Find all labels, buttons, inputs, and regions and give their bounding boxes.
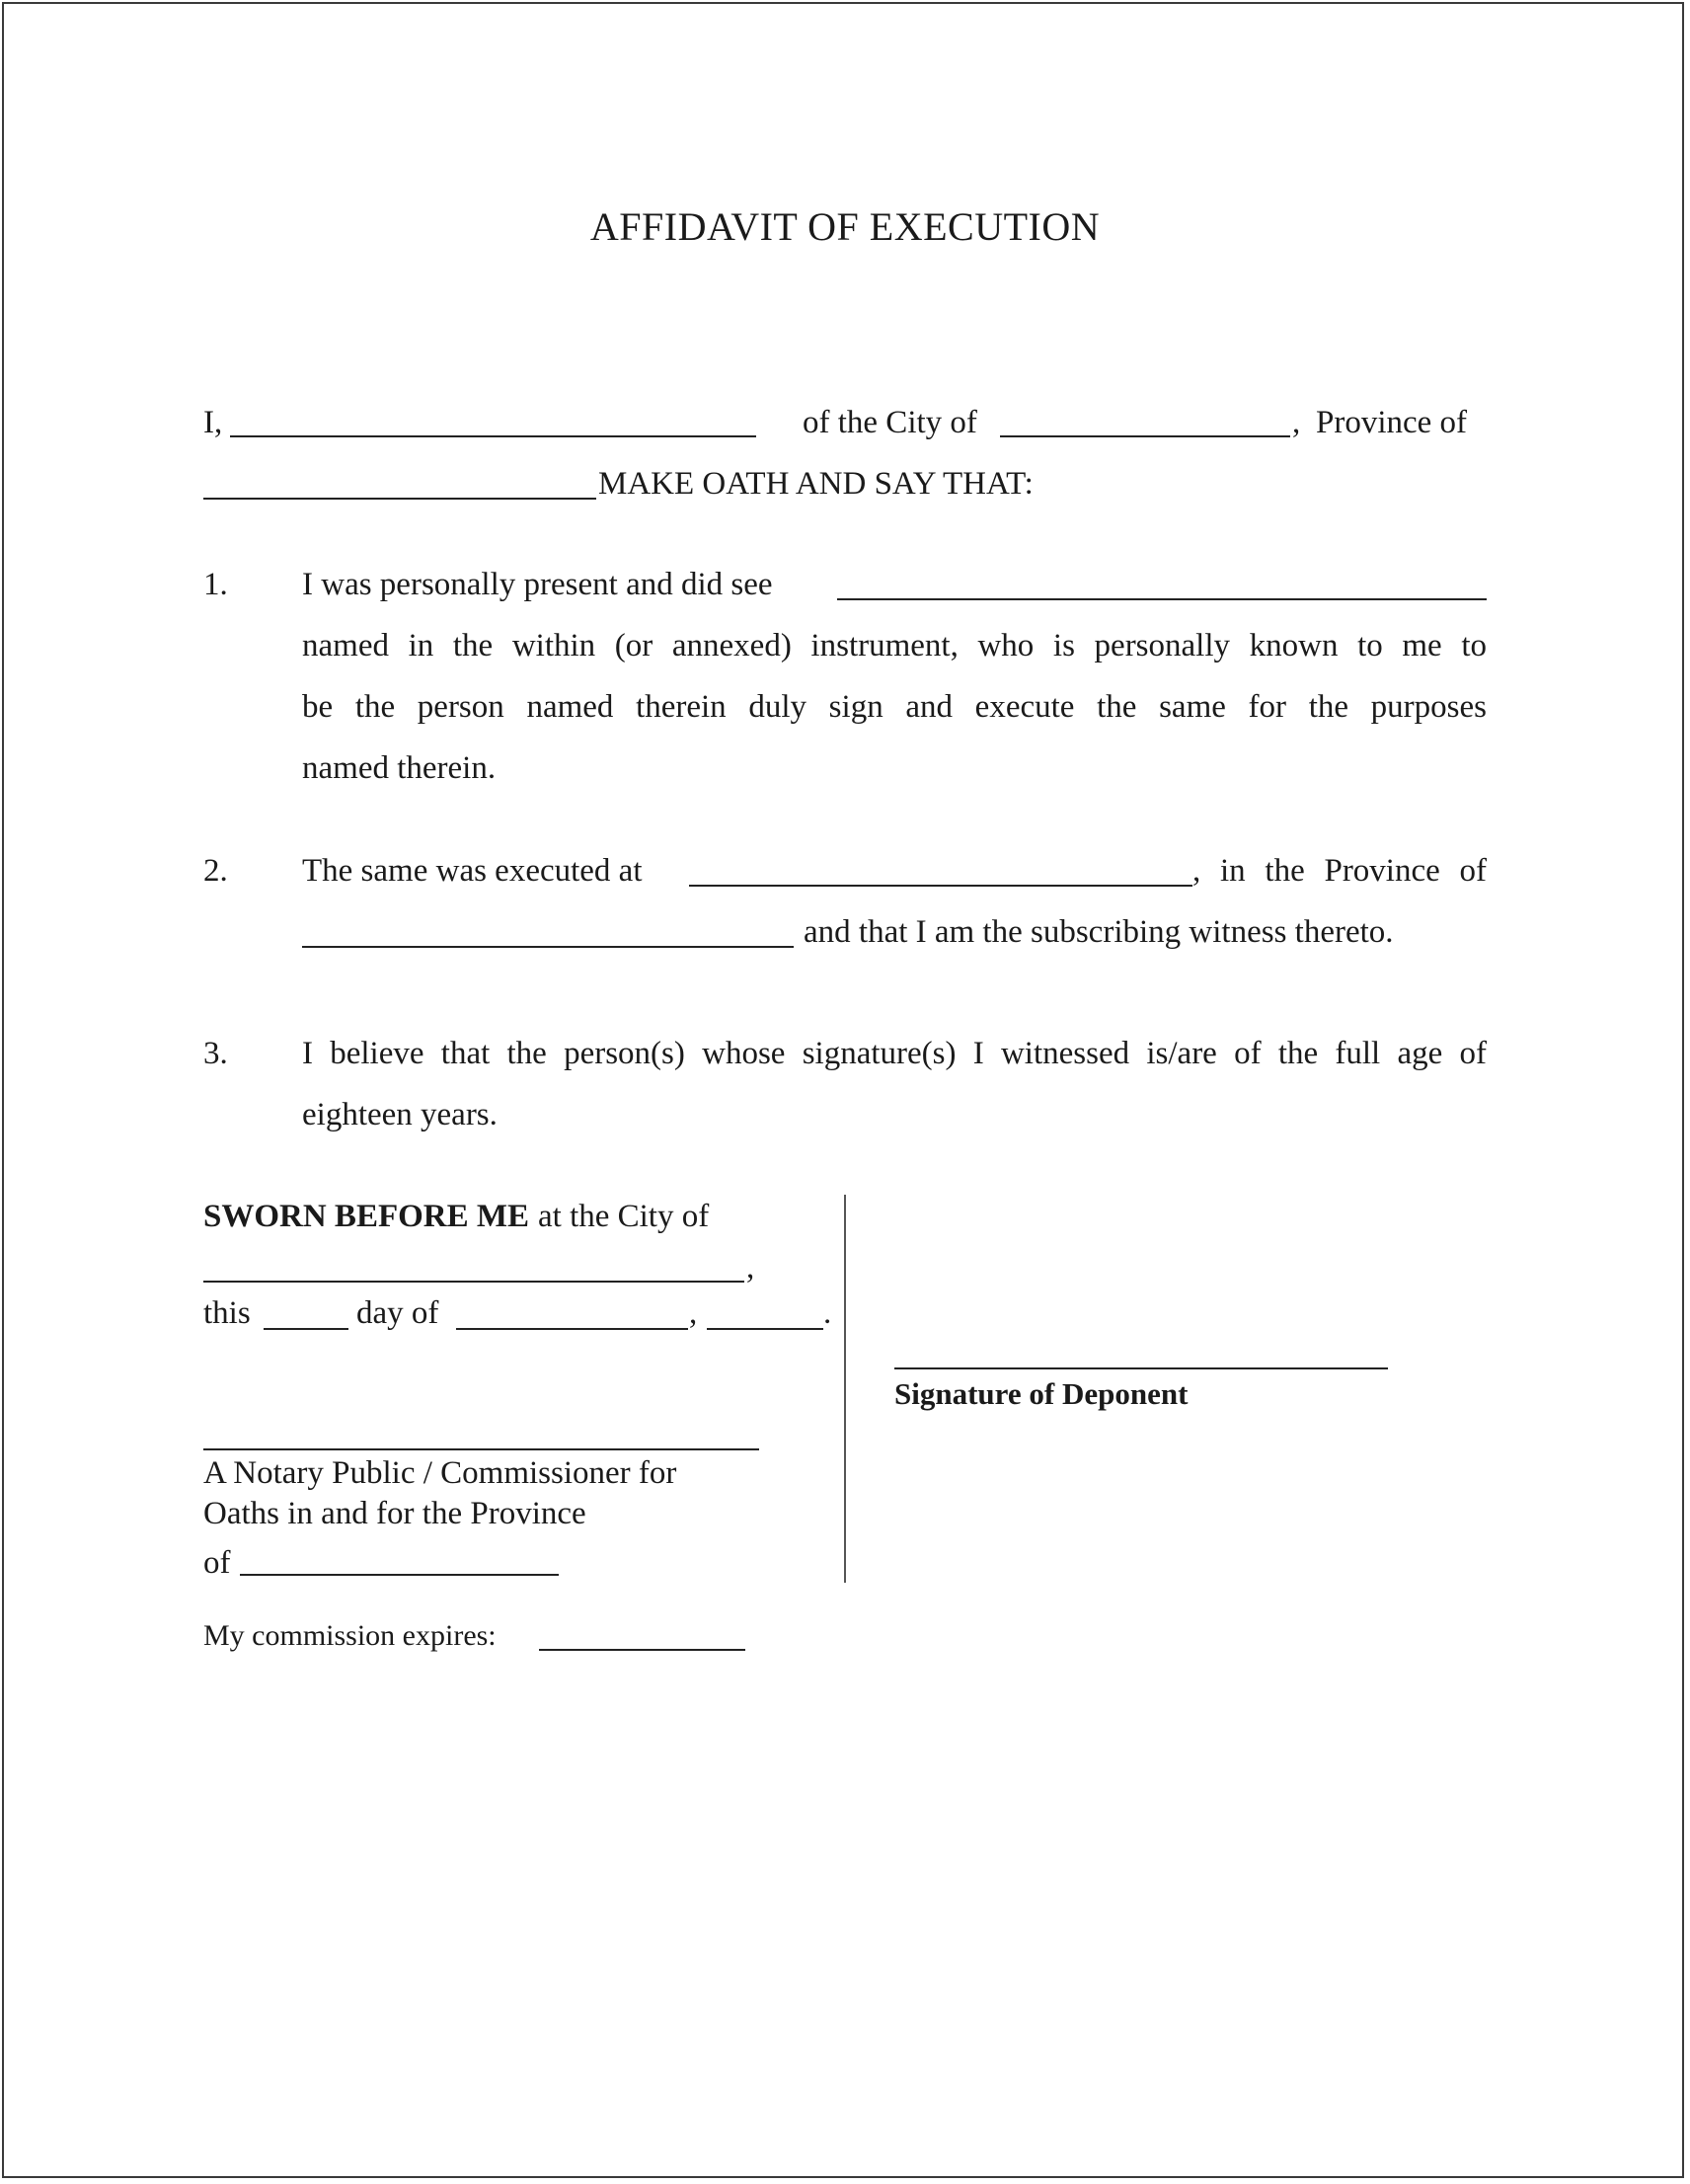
year-blank[interactable] <box>707 1328 823 1330</box>
notary-of-label: of <box>203 1545 231 1581</box>
deponent-name-blank[interactable] <box>230 435 756 437</box>
clause-2-province-label: , in the Province of <box>1192 853 1487 889</box>
execution-place-blank[interactable] <box>689 885 1192 887</box>
clause-2-number: 2. <box>203 853 228 889</box>
intro-city-label: of the City of <box>803 405 977 440</box>
commission-expires-label: My commission expires: <box>203 1619 497 1652</box>
execution-province-blank[interactable] <box>302 946 794 948</box>
document-title: AFFIDAVIT OF EXECUTION <box>589 204 1101 249</box>
oath-statement: MAKE OATH AND SAY THAT: <box>598 466 1034 502</box>
clause-3-line-1: I believe that the person(s) whose signature(s) I witnessed is/are of the full age of <box>302 1036 1487 1071</box>
signature-of-deponent-label: Signature of Deponent <box>894 1376 1189 1411</box>
deponent-province-blank[interactable] <box>203 498 596 500</box>
sworn-city-comma: , <box>746 1250 755 1286</box>
intro-i-prefix: I, <box>203 405 223 440</box>
date-comma: , <box>689 1295 698 1331</box>
sworn-before-me: SWORN BEFORE ME <box>203 1199 530 1234</box>
commission-expiry-blank[interactable] <box>539 1649 745 1651</box>
clause-2-line-2: and that I am the subscribing witness thereto. <box>804 914 1394 950</box>
sworn-city-blank[interactable] <box>203 1281 744 1283</box>
day-number-blank[interactable] <box>264 1328 348 1330</box>
sworn-city-label: at the City of <box>538 1199 710 1234</box>
page-border <box>2 2 1684 2178</box>
clause-1-line-4: named therein. <box>302 750 497 786</box>
date-period: . <box>823 1295 832 1331</box>
deponent-signature-line[interactable] <box>894 1367 1388 1369</box>
clause-1-line-1: I was personally present and did see <box>302 567 773 602</box>
clause-1-line-2: named in the within (or annexed) instrument, who is personally known to me to <box>302 628 1487 663</box>
day-of-label: day of <box>356 1295 439 1331</box>
clause-3-line-2: eighteen years. <box>302 1097 498 1132</box>
column-divider <box>844 1195 846 1583</box>
month-blank[interactable] <box>456 1328 688 1330</box>
intro-province-label: Province of <box>1316 405 1468 440</box>
clause-1-number: 1. <box>203 567 228 602</box>
clause-3-number: 3. <box>203 1036 228 1071</box>
clause-1-line-3: be the person named therein duly sign and execute the same for the purposes <box>302 689 1487 725</box>
deponent-city-blank[interactable] <box>1000 435 1290 437</box>
notary-province-blank[interactable] <box>240 1574 559 1576</box>
intro-comma: , <box>1292 405 1301 440</box>
signer-name-blank[interactable] <box>837 598 1487 600</box>
notary-title-line-1: A Notary Public / Commissioner for <box>203 1455 677 1491</box>
this-label: this <box>203 1295 251 1331</box>
notary-signature-line[interactable] <box>203 1448 759 1450</box>
notary-title-line-2: Oaths in and for the Province <box>203 1496 586 1531</box>
clause-2-line-1: The same was executed at <box>302 853 643 889</box>
